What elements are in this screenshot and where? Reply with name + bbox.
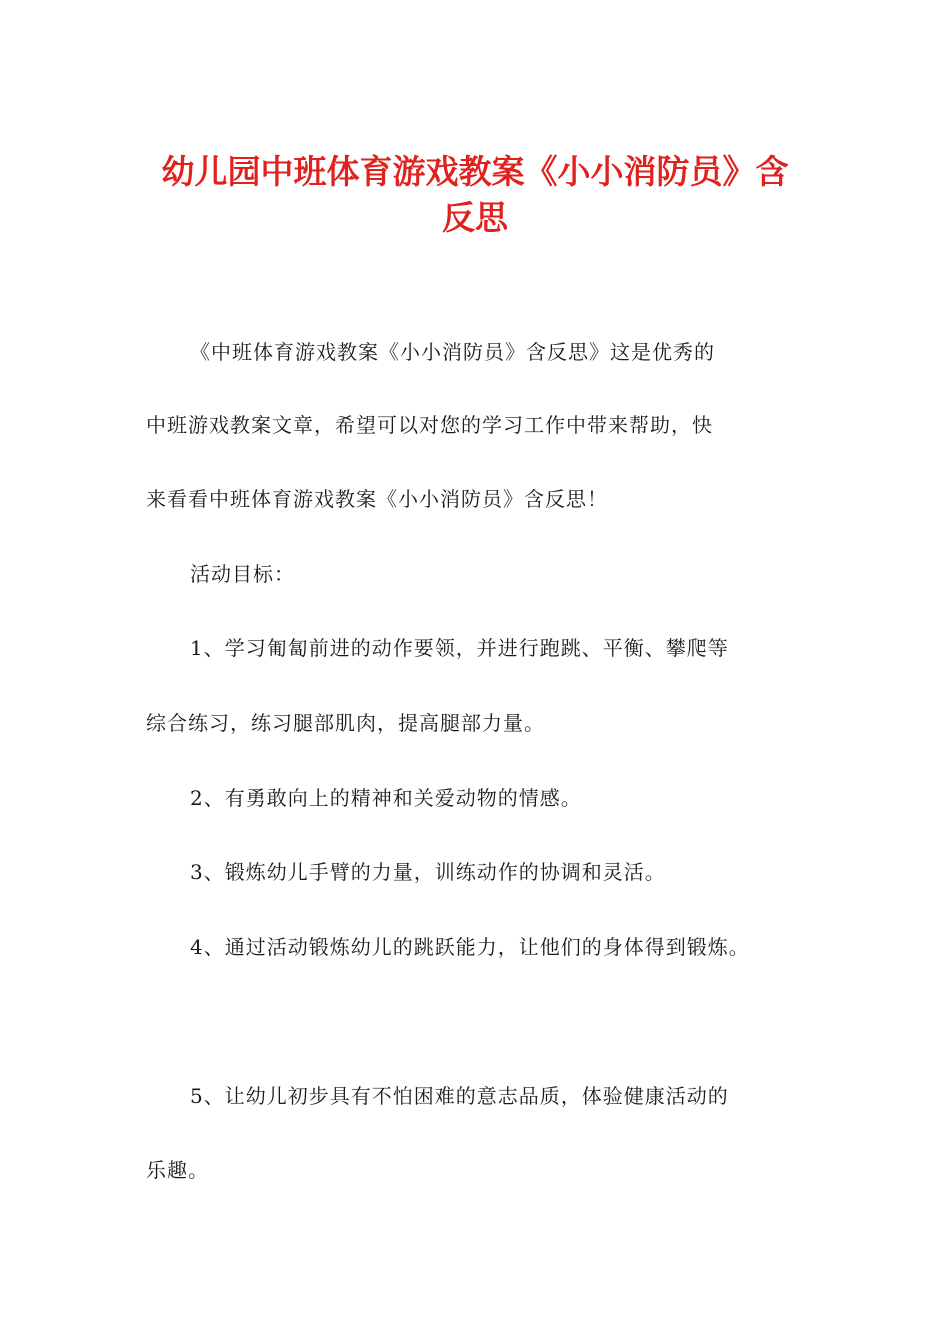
goal-4: 4、通过活动锻炼幼儿的跳跃能力，让他们的身体得到锻炼。 xyxy=(190,935,750,959)
document-title-line-2: 反思 xyxy=(442,198,508,237)
intro-line-3: 来看看中班体育游戏教案《小小消防员》含反思！ xyxy=(146,487,608,511)
goal-5-line-1: 5、让幼儿初步具有不怕困难的意志品质，体验健康活动的 xyxy=(190,1084,729,1108)
goal-3: 3、锻炼幼儿手臂的力量，训练动作的协调和灵活。 xyxy=(190,860,666,884)
goal-1-line-1: 1、学习匍匐前进的动作要领，并进行跑跳、平衡、攀爬等 xyxy=(190,636,729,660)
intro-line-2: 中班游戏教案文章，希望可以对您的学习工作中带来帮助，快 xyxy=(146,413,713,437)
section-heading-goals: 活动目标： xyxy=(190,562,295,586)
goal-2: 2、有勇敢向上的精神和关爱动物的情感。 xyxy=(190,786,582,810)
goal-5-line-2: 乐趣。 xyxy=(146,1158,209,1182)
intro-line-1: 《中班体育游戏教案《小小消防员》含反思》这是优秀的 xyxy=(190,340,715,364)
document-title-line-1: 幼儿园中班体育游戏教案《小小消防员》含 xyxy=(161,152,789,191)
goal-1-line-2: 综合练习，练习腿部肌肉，提高腿部力量。 xyxy=(146,711,545,735)
